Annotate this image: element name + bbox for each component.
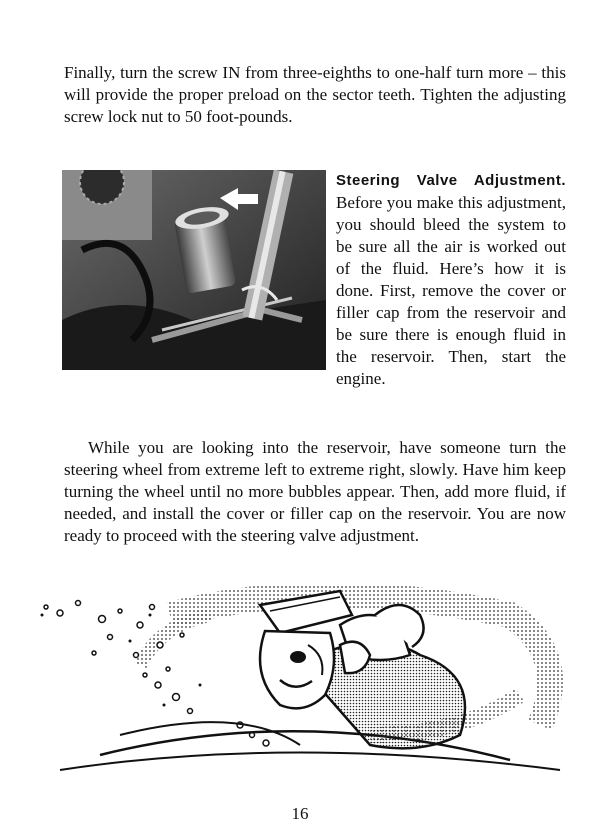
steering-valve-section <box>336 169 566 390</box>
section-heading: Steering Valve Adjustment. <box>336 172 566 189</box>
mechanic-cartoon-illustration <box>40 585 580 775</box>
bleeding-paragraph: While you are looking into the reservoir, have someone turn the steering wheel from extreme left to extreme right, slowly. Have him keep turning the wheel until no more bubbles appear. Then, add more fluid, if needed, and install the cover or filler cap on the reservoir. You are now ready to proceed with the steering valve adjustment. <box>64 438 566 545</box>
steering-reservoir-photo <box>62 170 326 370</box>
intro-paragraph: Finally, turn the screw IN from three-eighths to one-half turn more – this will provide the proper preload on the sector teeth. Tighten the adjusting screw lock nut to 50 foot-pounds. <box>64 63 566 126</box>
section-body: Before you make this adjustment, you should bleed the system to be sure all the air is worked out of the fluid. Here’s how it is done. First, remove the cover or filler cap from the reservoir and be sure there is enough fluid in the reservoir. Then, start the engine. <box>336 193 566 388</box>
page-number: 16 <box>291 804 309 823</box>
